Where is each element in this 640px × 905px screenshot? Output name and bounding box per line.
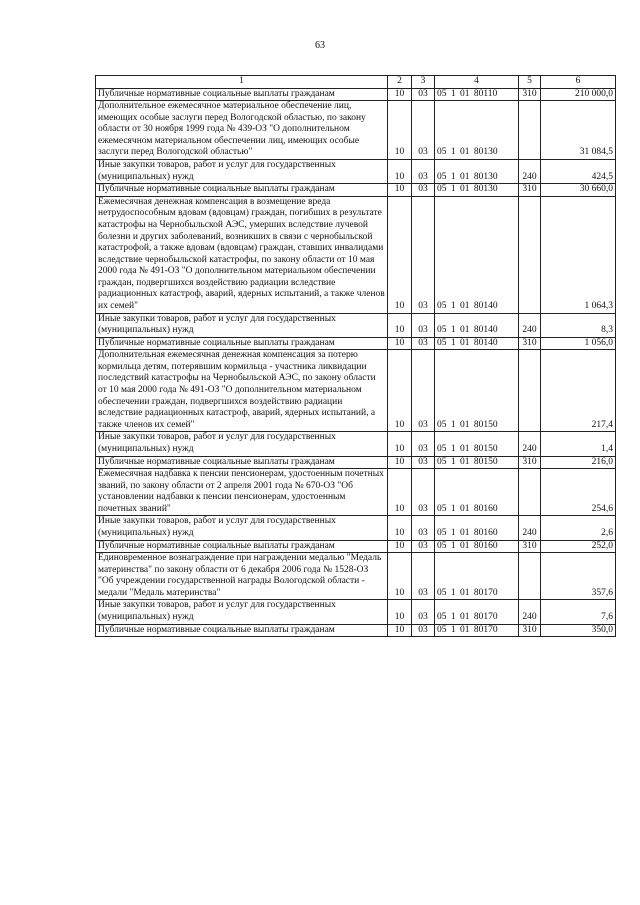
table-row	[96, 88, 616, 101]
budget-table	[95, 75, 616, 637]
header-cell: 3	[412, 76, 435, 89]
cell-name: Иные закупки товаров, работ и услуг для государственных (муниципальных) нужд	[96, 160, 388, 184]
table-body	[96, 88, 616, 637]
cell-vr: 240	[519, 160, 541, 184]
header-cell: 4	[435, 76, 519, 89]
cell-name: Публичные нормативные социальные выплаты гражданам	[96, 88, 388, 101]
cell-pr: 03	[412, 337, 435, 350]
cell-pr: 03	[412, 350, 435, 432]
cell-name: Единовременное вознаграждение при награждении медалью "Медаль материнства" по закону области от 6 декабря 2006 года № 1528-ОЗ "Об учреждении государственной награды Вологодской области - медали "Медаль материнства"	[96, 553, 388, 600]
cell-vr: 310	[519, 337, 541, 350]
cell-csr: 05 1 01 80150	[435, 350, 519, 432]
cell-csr: 05 1 01 80110	[435, 88, 519, 101]
cell-name: Дополнительная ежемесячная денежная компенсация за потерю кормильца детям, потерявшим кормильца - участника ликвидации последствий катастрофы на Чернобыльской АЭС, по закону области от 10 мая 2000 года № 491-ОЗ "О дополнительном материальном обеспечении граждан, подвергшихся воздействию радиации вследствие радиационных катастроф, аварий, ядерных испытаний, а также членов их семей"	[96, 350, 388, 432]
cell-name: Публичные нормативные социальные выплаты гражданам	[96, 456, 388, 469]
cell-rz: 10	[388, 469, 412, 516]
cell-csr: 05 1 01 80130	[435, 101, 519, 160]
cell-name: Иные закупки товаров, работ и услуг для государственных (муниципальных) нужд	[96, 600, 388, 624]
cell-rz: 10	[388, 553, 412, 600]
cell-pr: 03	[412, 313, 435, 337]
cell-vr: 310	[519, 540, 541, 553]
cell-amount: 30 660,0	[541, 184, 616, 197]
table-row	[96, 432, 616, 456]
cell-csr: 05 1 01 80140	[435, 313, 519, 337]
cell-csr: 05 1 01 80150	[435, 456, 519, 469]
cell-amount: 2,6	[541, 516, 616, 540]
cell-vr: 240	[519, 600, 541, 624]
cell-amount: 216,0	[541, 456, 616, 469]
cell-pr: 03	[412, 196, 435, 313]
cell-amount: 350,0	[541, 624, 616, 637]
cell-csr: 05 1 01 80130	[435, 184, 519, 197]
cell-vr	[519, 101, 541, 160]
page-number: 63	[315, 40, 325, 51]
cell-name: Публичные нормативные социальные выплаты гражданам	[96, 624, 388, 637]
cell-vr	[519, 469, 541, 516]
cell-pr: 03	[412, 184, 435, 197]
cell-name: Публичные нормативные социальные выплаты гражданам	[96, 337, 388, 350]
cell-name: Иные закупки товаров, работ и услуг для государственных (муниципальных) нужд	[96, 432, 388, 456]
cell-csr: 05 1 01 80140	[435, 196, 519, 313]
cell-amount: 217,4	[541, 350, 616, 432]
table-row	[96, 456, 616, 469]
cell-rz: 10	[388, 456, 412, 469]
cell-vr	[519, 196, 541, 313]
cell-vr: 240	[519, 432, 541, 456]
table-row	[96, 624, 616, 637]
cell-vr: 310	[519, 456, 541, 469]
cell-pr: 03	[412, 88, 435, 101]
cell-rz: 10	[388, 432, 412, 456]
table-row	[96, 350, 616, 432]
cell-rz: 10	[388, 516, 412, 540]
cell-rz: 10	[388, 196, 412, 313]
table-row	[96, 313, 616, 337]
table-row	[96, 540, 616, 553]
cell-pr: 03	[412, 600, 435, 624]
header-cell: 2	[388, 76, 412, 89]
cell-rz: 10	[388, 160, 412, 184]
cell-csr: 05 1 01 80160	[435, 469, 519, 516]
cell-pr: 03	[412, 101, 435, 160]
header-cell: 1	[96, 76, 388, 89]
cell-amount: 210 000,0	[541, 88, 616, 101]
header-cell: 6	[541, 76, 616, 89]
cell-rz: 10	[388, 88, 412, 101]
cell-pr: 03	[412, 469, 435, 516]
cell-rz: 10	[388, 624, 412, 637]
header-cell: 5	[519, 76, 541, 89]
cell-csr: 05 1 01 80140	[435, 337, 519, 350]
cell-name: Ежемесячная денежная компенсация в возмещение вреда нетрудоспособным вдовам (вдовцам) граждан, погибших в результате катастрофы на Чернобыльской АЭС, умерших вследствие лучевой болезни и других заболеваний, возникших в связи с чернобыльской катастрофой, а также вдовам (вдовцам) граждан, ставших инвалидами вследствие чернобыльской катастрофы, по закону области от 10 мая 2000 года № 491-ОЗ "О дополнительном материальном обеспечении граждан, подвергшихся воздействию радиации вследствие радиационных катастроф, аварий, ядерных испытаний, а также членов их семей"	[96, 196, 388, 313]
cell-vr: 310	[519, 184, 541, 197]
table-row	[96, 184, 616, 197]
cell-vr: 310	[519, 88, 541, 101]
cell-rz: 10	[388, 313, 412, 337]
cell-amount: 31 084,5	[541, 101, 616, 160]
cell-rz: 10	[388, 337, 412, 350]
cell-vr: 240	[519, 313, 541, 337]
cell-pr: 03	[412, 624, 435, 637]
cell-rz: 10	[388, 350, 412, 432]
table-row	[96, 516, 616, 540]
cell-csr: 05 1 01 80160	[435, 516, 519, 540]
table-row	[96, 101, 616, 160]
cell-pr: 03	[412, 553, 435, 600]
cell-pr: 03	[412, 540, 435, 553]
cell-amount: 424,5	[541, 160, 616, 184]
table-row	[96, 553, 616, 600]
cell-name: Дополнительное ежемесячное материальное обеспечение лиц, имеющих особые заслуги перед Вологодской областью, по закону области от 30 ноября 1999 года № 439-ОЗ "О дополнительном ежемесячном материальном обеспечении лиц, имеющих особые заслуги перед Вологодской областью"	[96, 101, 388, 160]
cell-name: Ежемесячная надбавка к пенсии пенсионерам, удостоенным почетных званий, по закону области от 2 апреля 2001 года № 670-ОЗ "Об установлении надбавки к пенсии пенсионерам, удостоенным почетных званий"	[96, 469, 388, 516]
cell-vr	[519, 553, 541, 600]
cell-csr: 05 1 01 80170	[435, 600, 519, 624]
table-header-row	[96, 76, 616, 89]
cell-pr: 03	[412, 432, 435, 456]
cell-csr: 05 1 01 80160	[435, 540, 519, 553]
cell-rz: 10	[388, 540, 412, 553]
cell-rz: 10	[388, 184, 412, 197]
cell-csr: 05 1 01 80150	[435, 432, 519, 456]
cell-vr	[519, 350, 541, 432]
cell-vr: 240	[519, 516, 541, 540]
cell-amount: 1 064,3	[541, 196, 616, 313]
table-row	[96, 600, 616, 624]
cell-amount: 1,4	[541, 432, 616, 456]
cell-amount: 7,6	[541, 600, 616, 624]
cell-rz: 10	[388, 101, 412, 160]
table-row	[96, 469, 616, 516]
cell-csr: 05 1 01 80170	[435, 624, 519, 637]
cell-amount: 1 056,0	[541, 337, 616, 350]
cell-amount: 357,6	[541, 553, 616, 600]
cell-name: Публичные нормативные социальные выплаты гражданам	[96, 540, 388, 553]
cell-amount: 254,6	[541, 469, 616, 516]
table-row	[96, 337, 616, 350]
cell-amount: 252,0	[541, 540, 616, 553]
cell-pr: 03	[412, 516, 435, 540]
cell-csr: 05 1 01 80130	[435, 160, 519, 184]
cell-pr: 03	[412, 160, 435, 184]
cell-amount: 8,3	[541, 313, 616, 337]
cell-name: Иные закупки товаров, работ и услуг для государственных (муниципальных) нужд	[96, 516, 388, 540]
cell-vr: 310	[519, 624, 541, 637]
cell-rz: 10	[388, 600, 412, 624]
cell-csr: 05 1 01 80170	[435, 553, 519, 600]
cell-name: Иные закупки товаров, работ и услуг для государственных (муниципальных) нужд	[96, 313, 388, 337]
table-row	[96, 196, 616, 313]
cell-name: Публичные нормативные социальные выплаты гражданам	[96, 184, 388, 197]
table-row	[96, 160, 616, 184]
cell-pr: 03	[412, 456, 435, 469]
